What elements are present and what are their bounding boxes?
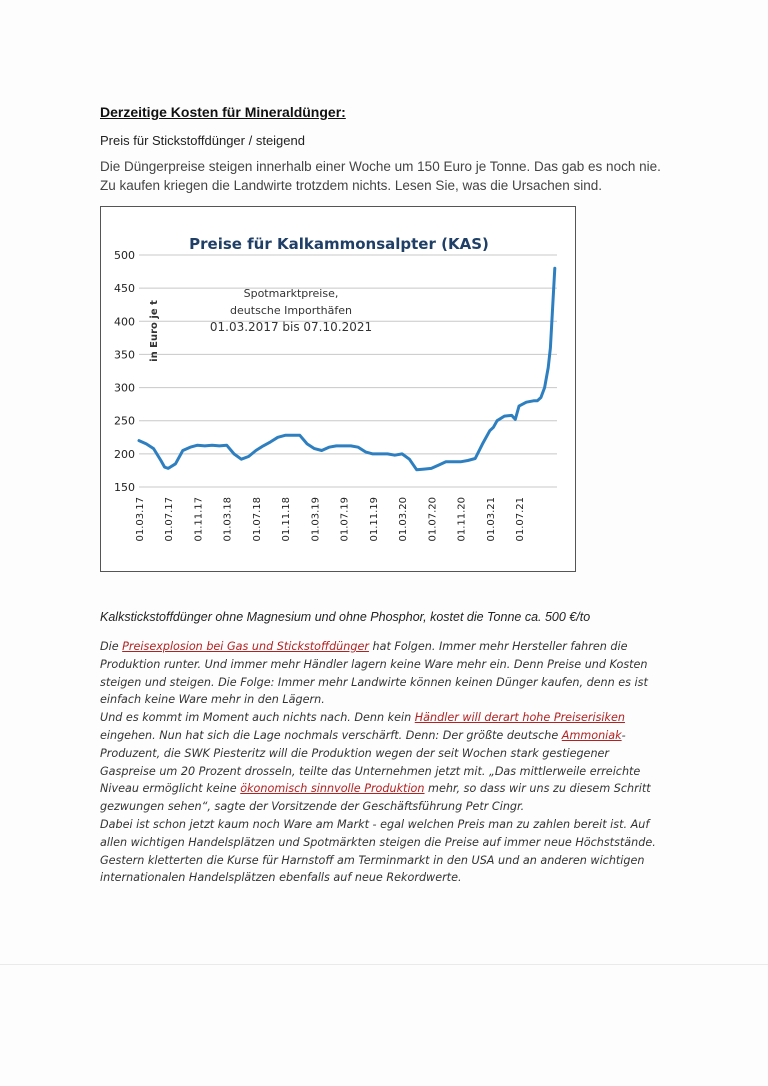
y-tick-label: 250 [114,414,135,428]
chart-annotation-line-2: deutsche Importhäfen [230,304,352,317]
x-tick-label: 01.07.18 [251,497,263,542]
chart-annotation-line-3: 01.03.2017 bis 07.10.2021 [209,320,373,334]
gas-fertilizer-link[interactable]: Preisexplosion bei Gas und Stickstoffdünger [122,640,369,653]
article-body [100,638,660,887]
paragraph-1 [100,638,660,709]
x-tick-label: 01.11.17 [193,497,205,542]
x-tick-label: 01.07.20 [427,497,439,542]
page-heading: Derzeitige Kosten für Mineraldünger: [100,104,346,120]
y-tick-label: 300 [114,381,135,395]
p2-text-after: mehr, so dass wir uns zu diesem Schritt gezwungen sehen“, sagte der Vorsitzende der Geschäftsführung Petr Cingr. [100,782,651,814]
price-risk-link[interactable]: Händler will derart hohe Preiserisiken [414,711,625,725]
p1-text-before: Die [100,640,123,653]
x-tick-label: 01.11.18 [281,497,293,542]
p2-text-before: Und es kommt im Moment auch nichts nach. Denn kein [100,711,415,725]
x-tick-label: 01.07.21 [515,497,526,542]
y-tick-label: 350 [114,348,135,362]
y-tick-label: 150 [114,481,135,494]
chart-caption: Kalkstickstoffdünger ohne Magnesium und ohne Phosphor, kostet die Tonne ca. 500 €/to [100,610,591,624]
chart-gridlines [139,255,557,487]
paragraph-2 [100,709,660,816]
p2-text-mid: eingehen. Nun hat sich die Lage nochmals verschärft. Denn: Der größte deutsche [100,728,562,742]
x-tick-label: 01.11.19 [368,497,380,542]
p2-text-mid2: -Produzent, die SWK Piesteritz will die Produktion wegen der seit Wochen stark gestiegener Gaspreise um 20 Prozent drosseln, teilte das Unternehmen jetzt mit. „Das mittlerweile erreichte Niveau ermöglicht keine [100,728,641,796]
economic-production-link[interactable]: ökonomisch sinnvolle Produktion [240,782,425,796]
y-tick-label: 200 [114,447,135,461]
chart-annotation-line-1: Spotmarktpreise, [243,287,339,300]
x-tick-label: 01.03.19 [310,497,322,542]
scan-edge-line [0,964,768,965]
price-chart-svg [101,207,575,571]
x-tick-label: 01.07.17 [164,497,176,542]
p1-text-after: hat Folgen. Immer mehr Hersteller fahren die Produktion runter. Und immer mehr Händler lagern keine Ware mehr ein. Denn Preise und Kosten steigen und steigen. Die Folge: Immer mehr Landwirte können keinen Dünger kaufen, denn es ist einfach keine Ware mehr in den Lägern. [100,640,648,707]
price-series-line [139,268,555,470]
y-tick-label: 400 [114,315,135,329]
price-chart [100,206,576,572]
x-tick-label: 01.07.19 [339,497,351,542]
x-tick-label: 01.03.20 [398,497,410,542]
paragraph-3: Dabei ist schon jetzt kaum noch Ware am Markt - egal welchen Preis man zu zahlen bereit ist. Auf allen wichtigen Handelsplätzen und Spotmärkten steigen die Preise auf immer neue Höchststände. Gestern kletterten die Kurse für Harnstoff am Terminmarkt in den USA und an anderen wichtigen internationalen Handelsplätzen ebenfalls auf neue Rekordwerte. [100,817,656,885]
chart-title: Preise für Kalkammonsalpter (KAS) [189,235,489,253]
y-tick-label: 500 [114,249,135,262]
x-tick-label: 01.11.20 [456,497,468,542]
chart-ylabel: in Euro je t [149,300,160,362]
x-tick-label: 01.03.17 [135,497,146,542]
y-tick-label: 450 [114,282,135,296]
x-tick-label: 01.03.21 [485,497,497,542]
intro-paragraph: Die Düngerpreise steigen innerhalb einer Woche um 150 Euro je Tonne. Das gab es noch nie. Zu kaufen kriegen die Landwirte trotzdem nichts. Lesen Sie, was die Ursachen sind. [100,159,661,193]
page-subheading: Preis für Stickstoffdünger / steigend [100,133,305,148]
ammonia-link[interactable]: Ammoniak [561,728,622,742]
x-tick-label: 01.03.18 [222,497,234,542]
